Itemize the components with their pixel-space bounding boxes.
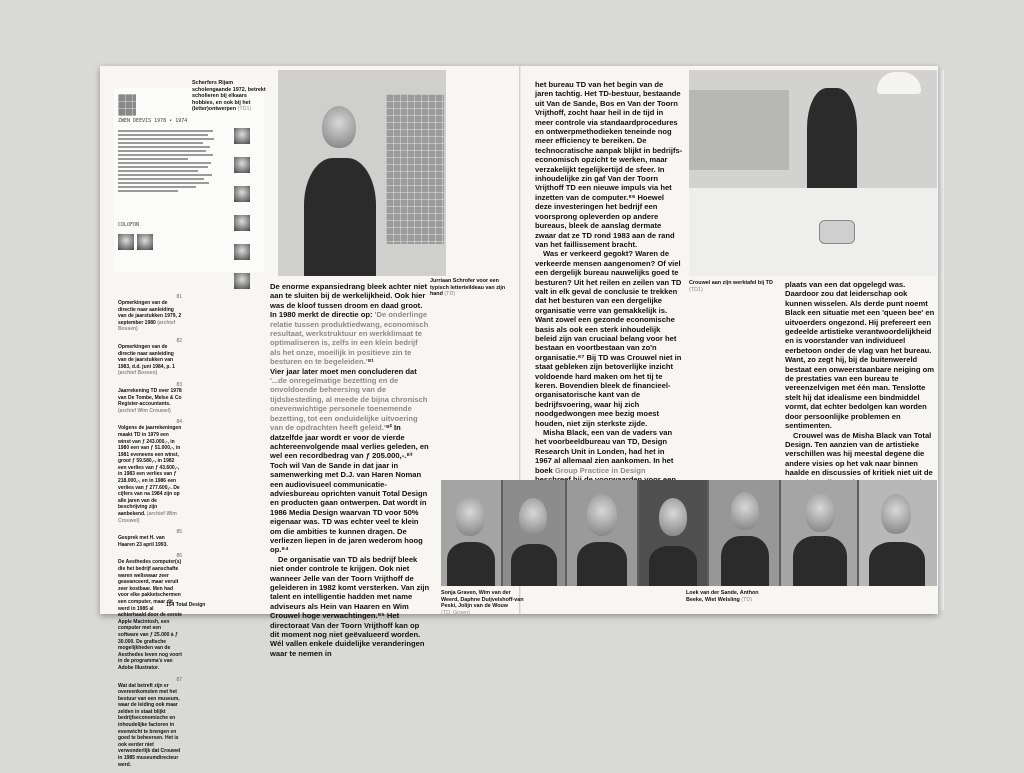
top-caption: Scherfers Rijam scholengaande 1972, betrekt scholieren bij elkaars hobbies, en ook bij het (letter)ontwerpen (TD1) <box>192 80 266 113</box>
footnote: 86 De Aesthedes computer(s) die het bedrijf aanschafte waren weliswaar zeer geavanceerd, maar veruit zeer kostbaar. Men had voor elke pakketschermen een computer, maar dit werd in 1985 al achterhaald door de eerste Apple Macintosh, een computer met een software van ƒ 25.000 à ƒ 30.000. De grafische mogelijkheden van de Aesthedes leven nog voort in de programma's van Adobe Illustrator. <box>118 553 182 671</box>
portrait-head <box>322 106 356 148</box>
paragraph: Crouwel was de Misha Black van Total Design. Ten aanzien van de artistieke verschillen was hij meestal degene die andere visies op het vak naar binnen haalde en discussies of kritiek niet uit de <box>785 430 933 478</box>
doc-text-block <box>118 128 218 194</box>
paragraph: Was er verkeerd gegokt? Waren de verkeerde mensen aangenomen? Of viel een dergelijk bureau nauwelijks goed te besturen? Uit het reilen en zeilen van TD valt in elk geval de conclusie te trekken dat het besturen van een dergelijke organisatie verre van gemakkelijk is. Want zowel een gezonde economische basis als ook een sterk inhoudelijk beleid zijn van cruciaal belang voor het bestaan en voortbestaan van zo'n organisatie.⁸⁷ Bij TD was Crouwel niet in staat gebleken zijn betoverlijke inzicht voldoende hard maken om het tij te keren. Bovendien bleek de financieel-organisatorische kant van de bedrijfsvoering, waar hij zich noodgedwongen mee bezig moest houden, niet zijn sterkste zijde. <box>535 249 682 428</box>
paragraph: De enorme expansiedrang bleek achter niet aan te sluiten bij de werkelijkheid. Ook hier was de kloof tussen droom en daad groot. In 1980 merkt de directie op: 'De onderlinge relatie tussen produktiedwang, economisch resultaat, werkstruktuur en werkklimaat te optimaliseren is, zelfs in een klein bedrijf als het onze, moeilijk in positieve zin te besturen en te begeleiden.'⁸¹ <box>270 282 429 367</box>
letter-board <box>386 94 444 244</box>
portrait-body <box>807 88 857 188</box>
paragraph: het bureau TD van het begin van de jaren tachtig. Het TD-bestuur, bestaande uit Van de Sande, Bos en Van der Toorn Vrijthoff, zocht haar heil in de tijd in meer controle via standaardprocedures en ontwerpmethodieken teneinde nog meer efficiency te bereiken. De technocratische aanpak blijkt in bedrijfs-economisch opzicht te werken, maar verzakelijkt tegelijkertijd de sfeer. In inhoudelijke zin gaf Van der Toorn Vrijthoff TD een nieuwe impuls via het inzetten van de computer.⁸⁶ Hoewel deze investeringen het bedrijf een voorsprong opleverden op andere bureaus, bleek de aanslag dermate zwaar dat ze TD rond 1983 aan de rand van het faillissement bracht. <box>535 80 683 249</box>
body-column-2 <box>535 80 683 484</box>
portrait <box>441 480 501 586</box>
footnote: 84 Volgens de jaarrekeningen maakt TD in 1979 een winst van ƒ 243.000,-, in 1980 een van ƒ 51.000,-, in 1981 eveneens een winst, groot ƒ 59.580,-, in 1982 een verlies van ƒ 43.600,-, in 1983 een verlies van ƒ 218.000,-, en in 1986 een verlies van ƒ 277.600,-. De cijfers van na 1984 zijn op alle jaren van de beschrijving zijn aanbekend. (archief Wim Crouwel) <box>118 419 182 524</box>
document-insert <box>114 88 264 272</box>
crouwel-caption: Crouwel aan zijn werktafel bij TD (TD1) <box>689 280 773 293</box>
portrait <box>567 480 637 586</box>
portrait <box>781 480 857 586</box>
doc-thumb-row <box>118 234 218 255</box>
doc-title: ZWEN DEEVIS 1978 • 1974 <box>118 118 188 124</box>
page-footer: 154 Total Design <box>166 602 206 608</box>
footnote: 82 Opmerkingen van de directie naar aanleiding van de jaarstukken van 1983, d.d. juni 1984, p. 1 (archief Bossen) <box>118 337 182 377</box>
footnote: 87 Wat dat betreft zijn er overeenkomsten met het bestuur van een museum, waar de leiding ook maar zelden in staat blijkt bedrijfseconomische en inhoudelijke factoren in evenwicht te brengen en goed te beheersen. Het is ook eerder niet verwonderlijk dat Crouwel in 1985 museumdirecteur werd. <box>118 676 182 768</box>
doc-pattern <box>118 94 136 116</box>
open-book <box>100 66 938 768</box>
portrait <box>859 480 937 586</box>
portrait-body <box>304 158 376 276</box>
desk-phone <box>819 220 855 244</box>
crouwel-photo <box>689 70 937 276</box>
doc-thumb-column <box>234 128 254 302</box>
desk-lamp <box>877 72 921 94</box>
footnote: 85 Gesprek met H. van Haaren 23 april 1993. <box>118 529 182 548</box>
paragraph: plaats van een dat opgelegd was. Daardoor zou dat leiderschap ook kunnen wisselen. Als derde punt noemt Black een situatie met een 'queen bee' en uitvoerders ongezond. Hij prefereert een gedeelde artistieke verantwoordelijkheid en is voorstander van individueel eerbetoon onder de vlag van het bureau. Want, zo zegt hij, bij de buitenwereld bestaat een onweerstaanbare neiging om de prestaties van een bureau te vereenzelvigen met één man. Tenslotte stelt hij dat idealisme een bindmiddel vormt, dat echter bedolgen kan worden door persoonlijke problemen en sentimenten. <box>785 280 935 431</box>
portrait <box>709 480 779 586</box>
strip-caption-right: Loek van der Sande, Anthon Beeke, Wiet Welsling (TD) <box>686 590 759 603</box>
portrait <box>503 480 565 586</box>
portrait <box>639 480 707 586</box>
strip-caption-left: Sonja Graven, Wim van der Weerd, Daphne Duijvelshoff-van Peski, Jolijn van de Wouw (TD_Groen) <box>441 590 524 616</box>
doc-subtitle: COLOFON <box>118 222 140 228</box>
footnote: 83 Jaarrekening TD over 1978 van De Tombe, Melse & Co Register-accountants. (archief Wim Crouwel) <box>118 381 182 414</box>
paragraph: Vier jaar later moet men concluderen dat '...de onregelmatige bezetting en de onvoldoende beheersing van de tijdsbesteding, al meede de bijna chronisch onevenwichtige personele toenemende bezetting, tot een onduidelijke uitvoering van de opdrachten heeft geleid.'⁸² In datzelfde jaar wordt er voor de vierde achtereenvolgende maal verlies geleden, en wel een recordbedrag van ƒ 205.000,-.⁸³ Toch wil Van de Sande in dat jaar in samenwerking met D.J. van Haren Noman een audiovisueel communicatie-adviesbureau oprichten vanuit Total Design en producten gaan ontwerpen. Dat wordt in 1986 Media Design waarvan TD voor 50% eigenaar was. TD was echter veel te klein om die ambities te kunnen dragen. De verliezen liepen in de jaren wederom hoog op.⁸⁴ <box>270 366 429 555</box>
paragraph: Misha Black, een van de vaders van het voorbeeldbureau van TD, Design Research Unit in Londen, had het in 1967 al allemaal zien aankomen. In het boek Group Practice in Design <box>535 428 674 475</box>
portrait-strip <box>441 480 937 586</box>
schrofer-photo <box>278 70 446 276</box>
footnote: 81 Opmerkingen van de directie naar aanleiding van de jaarstukken 1979, 2 september 1980 (archief Bossen) <box>118 294 182 333</box>
desk-surface <box>689 188 937 276</box>
window-wall <box>689 90 789 170</box>
schrofer-caption: Jurriaan Schrofer voor een typisch letterteildeau van zijn hand (TD) <box>430 278 506 298</box>
page-edge <box>938 70 944 610</box>
footnotes-column <box>118 294 182 773</box>
paragraph: De organisatie van TD als bedrijf bleek niet onder controle te krijgen. Ook niet wanneer Jelle van der Toorn Vrijthoff de geleideren in 1982 komt versterken. Van zijn talent en intelligentie hadden met name adviseurs als Hein van Haaren en Wim Crouwel hoge verwachtingen.⁸⁵ Het directoraat Van der Toorn Vrijthoff kan op dit moment nog niet geëvalueerd worden. Wél vallen enkele duidelijke veranderingen waar te nemen in <box>270 554 430 658</box>
body-column-1 <box>270 282 430 658</box>
